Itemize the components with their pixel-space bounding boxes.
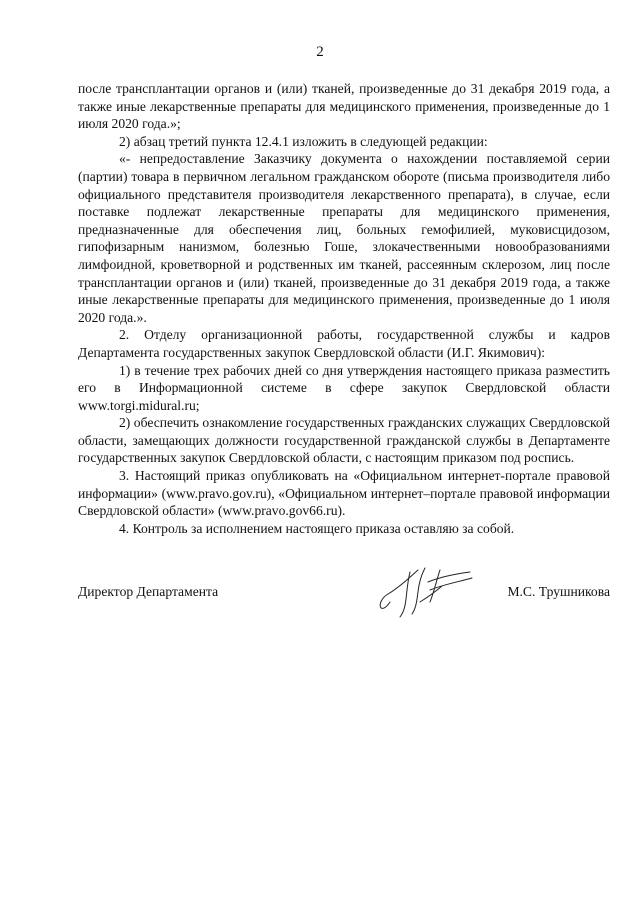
handwritten-signature [370,562,480,622]
page-number: 2 [316,44,324,60]
paragraph: 2) обеспечить ознакомление государственных гражданских служащих Свердловской области, замещающих должности государственной гражданской службы в Департаменте государственных закупок Свердловской области, с настоящим приказом под роспись. [78,415,610,466]
paragraph: после трансплантации органов и (или) тканей, произведенные до 31 декабря 2019 года, а также иные лекарственные препараты для медицинского применения, произведенные до 1 июля 2020 года.»; [78,81,610,132]
paragraph: 3. Настоящий приказ опубликовать на «Официальном интернет-портале правовой информации» (www.pravo.gov.ru), «Официальном интернет–портале правовой информации Свердловской области» (www.pravo.gov66.ru). [78,468,610,519]
document-body [78,80,610,537]
signer-name: М.С. Трушникова [507,584,610,599]
paragraph: 4. Контроль за исполнением настоящего приказа оставляю за собой. [119,520,515,536]
signer-title: Директор Департамента [78,584,219,599]
paragraph: 2) абзац третий пункта 12.4.1 изложить в следующей редакции: [119,133,488,149]
paragraph: 1) в течение трех рабочих дней со дня утверждения настоящего приказа разместить его в Информационной системе в сфере закупок Свердловской области www.torgi.midural.ru; [78,362,610,413]
signature-block [78,584,610,644]
paragraph: 2. Отделу организационной работы, государственной службы и кадров Департамента государственных закупок Свердловской области (И.Г. Якимович): [78,327,610,360]
paragraph: «- непредоставление Заказчику документа о нахождении поставляемой серии (партии) товара в первичном легальном гражданском обороте (письма производителя либо официального представителя производителя лекарственного препарата), в случае, если поставке подлежат лекарственные препараты для медицинского применения, предназначенные для обеспечения лиц, больных гемофилией, муковисцидозом, гипофизарным нанизмом, болезнью Гоше, злокачественными новообразованиями лимфоидной, кроветворной и родственных им тканей, рассеянным склерозом, лиц после трансплантации органов и (или) тканей, произведенные до 31 декабря 2019 года, а также иные лекарственные препараты для медицинского применения, произведенные до 1 июля 2020 года.». [78,151,610,325]
